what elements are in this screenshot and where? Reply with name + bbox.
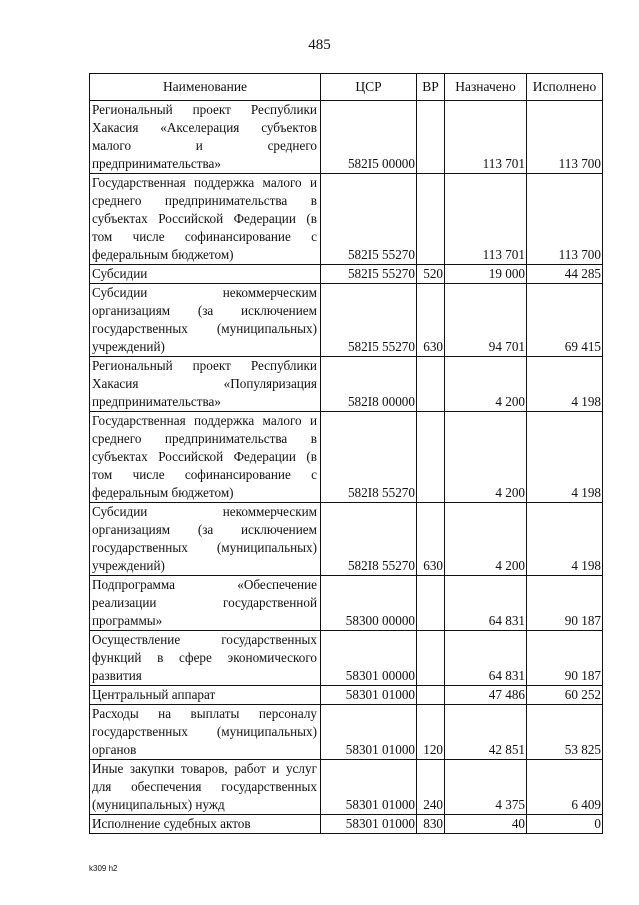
row-csr: 58301 01000: [321, 686, 417, 705]
row-name-text: Региональный проект Республики Хакасия «Популяризация предпринимательства»: [92, 358, 317, 409]
row-name: [90, 265, 321, 284]
row-vr: [417, 686, 445, 705]
row-name-text: Иные закупки товаров, работ и услуг для обеспечения государственных (муниципальных) нужд: [92, 761, 317, 812]
column-header-assigned: Назначено: [445, 74, 527, 101]
footer-code: k309 h2: [89, 864, 118, 873]
row-assigned: 4 375: [445, 760, 527, 815]
table-row: [90, 357, 603, 412]
row-executed: 4 198: [527, 503, 603, 576]
row-executed: 60 252: [527, 686, 603, 705]
row-csr: 582I5 00000: [321, 101, 417, 174]
row-name: [90, 815, 321, 834]
row-name-text: Субсидии некоммерческим организациям (за исключением государственных (муниципальных) учреждений): [92, 285, 317, 354]
row-name: [90, 284, 321, 357]
row-vr: [417, 101, 445, 174]
page-number: 485: [308, 37, 331, 53]
row-name-text: Государственная поддержка малого и среднего предпринимательства в субъектах Российской Федерации (в том числе софинансирование с федеральным бюджетом): [92, 413, 317, 500]
table-row: [90, 705, 603, 760]
row-executed: 90 187: [527, 576, 603, 631]
row-name-text: Субсидии некоммерческим организациям (за исключением государственных (муниципальных) учреждений): [92, 504, 317, 573]
row-name: [90, 631, 321, 686]
row-vr: 120: [417, 705, 445, 760]
row-name-text: Подпрограмма «Обеспечение реализации государственной программы»: [92, 577, 317, 628]
row-vr: [417, 631, 445, 686]
table-row: [90, 284, 603, 357]
table-row: [90, 412, 603, 503]
row-executed: 69 415: [527, 284, 603, 357]
column-header-name: Наименование: [90, 74, 321, 101]
row-executed: 6 409: [527, 760, 603, 815]
column-header-csr: ЦСР: [321, 74, 417, 101]
row-name-text: Исполнение судебных актов: [92, 816, 251, 831]
row-vr: [417, 174, 445, 265]
table-row: [90, 174, 603, 265]
row-csr: 582I8 55270: [321, 412, 417, 503]
row-assigned: 4 200: [445, 357, 527, 412]
row-assigned: 19 000: [445, 265, 527, 284]
row-executed: 44 285: [527, 265, 603, 284]
row-executed: 113 700: [527, 174, 603, 265]
table-row: [90, 760, 603, 815]
row-csr: 582I5 55270: [321, 174, 417, 265]
row-assigned: 40: [445, 815, 527, 834]
row-csr: 582I5 55270: [321, 284, 417, 357]
row-name: [90, 576, 321, 631]
row-name: [90, 357, 321, 412]
table-row: [90, 686, 603, 705]
row-csr: 58301 01000: [321, 815, 417, 834]
row-vr: 830: [417, 815, 445, 834]
row-executed: 53 825: [527, 705, 603, 760]
row-assigned: 47 486: [445, 686, 527, 705]
row-executed: 4 198: [527, 412, 603, 503]
row-csr: 58301 01000: [321, 760, 417, 815]
row-vr: 630: [417, 503, 445, 576]
column-header-vr: ВР: [417, 74, 445, 101]
row-assigned: 42 851: [445, 705, 527, 760]
row-name: [90, 101, 321, 174]
row-name-text: Субсидии: [92, 266, 148, 281]
row-executed: 0: [527, 815, 603, 834]
row-vr: [417, 576, 445, 631]
row-vr: [417, 357, 445, 412]
row-csr: 58301 00000: [321, 631, 417, 686]
row-vr: [417, 412, 445, 503]
row-executed: 113 700: [527, 101, 603, 174]
row-name: [90, 174, 321, 265]
row-name: [90, 503, 321, 576]
row-vr: 630: [417, 284, 445, 357]
row-name: [90, 412, 321, 503]
row-csr: 582I5 55270: [321, 265, 417, 284]
budget-table: [89, 73, 603, 834]
row-assigned: 113 701: [445, 101, 527, 174]
row-name-text: Расходы на выплаты персоналу государственных (муниципальных) органов: [92, 706, 317, 757]
row-assigned: 64 831: [445, 631, 527, 686]
row-name: [90, 686, 321, 705]
table-row: [90, 576, 603, 631]
row-vr: 520: [417, 265, 445, 284]
row-csr: 582I8 00000: [321, 357, 417, 412]
row-csr: 582I8 55270: [321, 503, 417, 576]
table-row: [90, 815, 603, 834]
table-row: [90, 101, 603, 174]
row-name-text: Региональный проект Республики Хакасия «Акселерация субъектов малого и среднего предпринимательства»: [92, 102, 317, 171]
row-csr: 58300 00000: [321, 576, 417, 631]
row-assigned: 4 200: [445, 412, 527, 503]
row-assigned: 4 200: [445, 503, 527, 576]
row-name-text: Осуществление государственных функций в сфере экономического развития: [92, 632, 317, 683]
row-name-text: Государственная поддержка малого и среднего предпринимательства в субъектах Российской Федерации (в том числе софинансирование с федеральным бюджетом): [92, 175, 317, 262]
row-name: [90, 705, 321, 760]
table-row: [90, 265, 603, 284]
row-executed: 4 198: [527, 357, 603, 412]
table-row: [90, 631, 603, 686]
row-name-text: Центральный аппарат: [92, 687, 216, 702]
table-row: [90, 503, 603, 576]
row-executed: 90 187: [527, 631, 603, 686]
row-assigned: 113 701: [445, 174, 527, 265]
row-assigned: 94 701: [445, 284, 527, 357]
row-csr: 58301 01000: [321, 705, 417, 760]
row-vr: 240: [417, 760, 445, 815]
table-header-row: [90, 74, 603, 101]
column-header-executed: Исполнено: [527, 74, 603, 101]
row-name: [90, 760, 321, 815]
row-assigned: 64 831: [445, 576, 527, 631]
